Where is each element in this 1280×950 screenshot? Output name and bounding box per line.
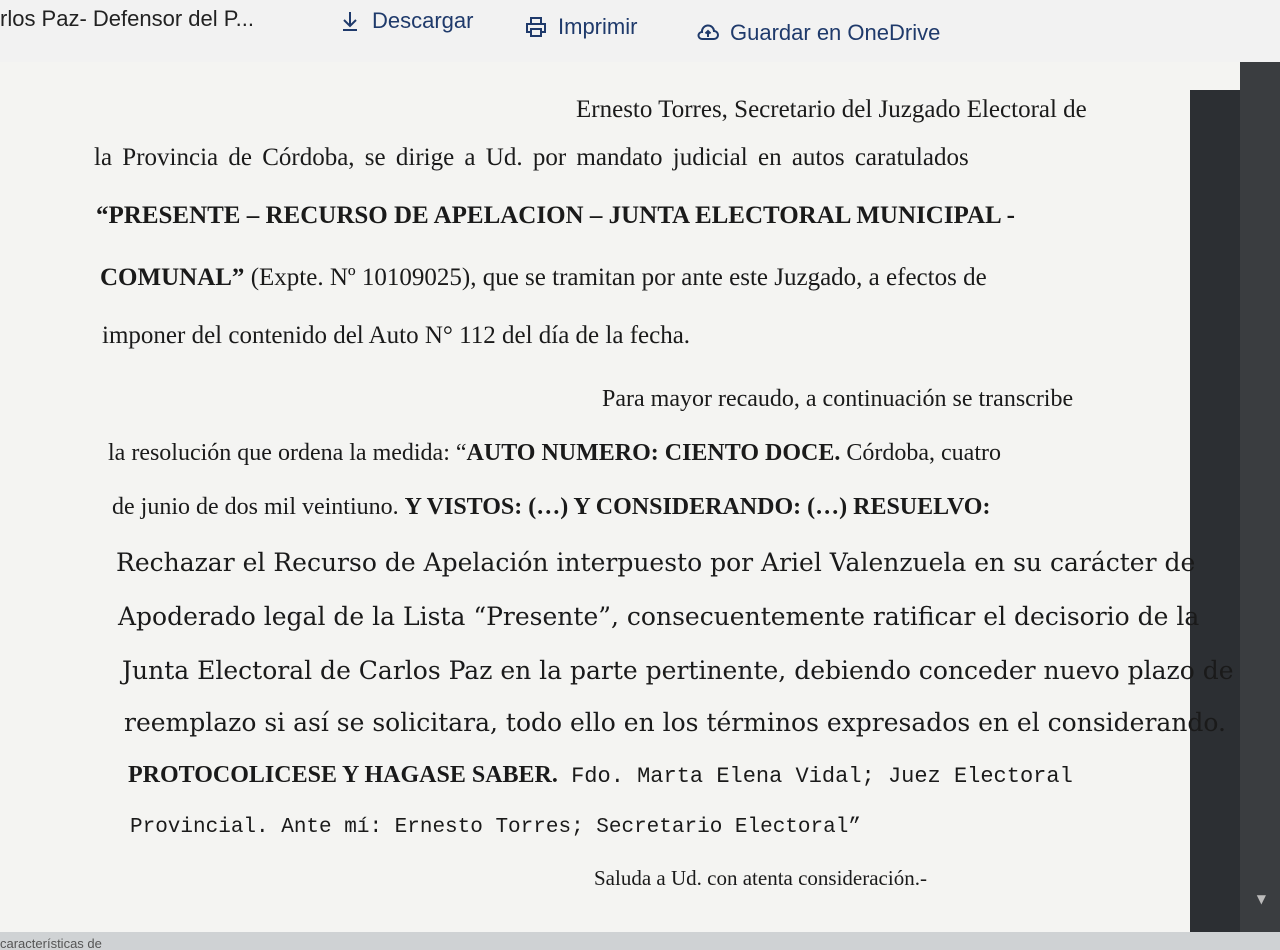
text-span: (Expte. Nº 10109025), que se tramitan por ante este Juzgado, a efectos de <box>244 264 987 291</box>
text-line: imponer del contenido del Auto N° 112 del día de la fecha. <box>102 322 691 349</box>
text-line: Junta Electoral de Carlos Paz en la parte pertinente, debiendo conceder nuevo plazo de <box>122 656 1234 685</box>
closing-line: Saluda a Ud. con atenta consideración.- <box>594 866 927 890</box>
text-line: reemplazo si así se solicitara, todo ello en los términos expresados en el considerando. <box>124 708 1226 737</box>
text-line: Apoderado legal de la Lista “Presente”, consecuentemente ratificar el decisorio de la <box>118 602 1200 631</box>
protocolicese-heading: PROTOCOLICESE Y HAGASE SABER. <box>128 762 558 788</box>
print-label: Imprimir <box>558 14 638 39</box>
print-icon <box>524 15 548 39</box>
document-title: rlos Paz- Defensor del P... <box>0 6 254 31</box>
text-line: la Provincia de Córdoba, se dirige a Ud. por mandato judicial en autos caratulados <box>94 144 969 171</box>
text-span: Fdo. Marta Elena Vidal; Juez Electoral <box>557 764 1073 789</box>
text-span: la resolución que ordena la medida: “ <box>108 440 467 466</box>
document-toolbar <box>0 0 1280 63</box>
bottom-strip-text: características de <box>0 936 102 950</box>
scrollbar[interactable] <box>1240 62 1280 932</box>
viewer-margin <box>1190 90 1240 932</box>
download-label: Descargar <box>372 8 474 33</box>
text-line: Rechazar el Recurso de Apelación interpuesto por Ariel Valenzuela en su carácter de <box>116 548 1196 577</box>
save-to-onedrive-button[interactable] <box>696 20 940 46</box>
onedrive-label: Guardar en OneDrive <box>730 20 941 45</box>
text-span: Córdoba, cuatro <box>840 440 1001 466</box>
text-line <box>108 440 1001 467</box>
print-button[interactable] <box>524 14 637 40</box>
download-icon <box>338 9 362 33</box>
text-line: Para mayor recaudo, a continuación se transcribe <box>602 386 1074 412</box>
download-button[interactable] <box>338 8 473 34</box>
bottom-strip <box>0 932 1280 950</box>
text-span: de junio de dos mil veintiuno. <box>112 494 405 520</box>
cloud-upload-icon <box>696 21 720 45</box>
case-title-line: “PRESENTE – RECURSO DE APELACION – JUNTA ELECTORAL MUNICIPAL - <box>96 202 1015 229</box>
auto-number-heading: AUTO NUMERO: CIENTO DOCE. <box>466 440 841 466</box>
text-line <box>112 494 990 521</box>
resolution-heading: Y VISTOS: (…) Y CONSIDERANDO: (…) RESUELVO: <box>404 494 991 520</box>
scroll-down-arrow-icon[interactable]: ▼ <box>1256 892 1266 906</box>
text-line: Provincial. Ante mí: Ernesto Torres; Secretario Electoral” <box>130 816 861 839</box>
text-line <box>100 264 987 292</box>
text-line <box>128 762 1073 789</box>
text-line: Ernesto Torres, Secretario del Juzgado Electoral de <box>576 96 1087 123</box>
case-title-end: COMUNAL” <box>100 264 245 291</box>
